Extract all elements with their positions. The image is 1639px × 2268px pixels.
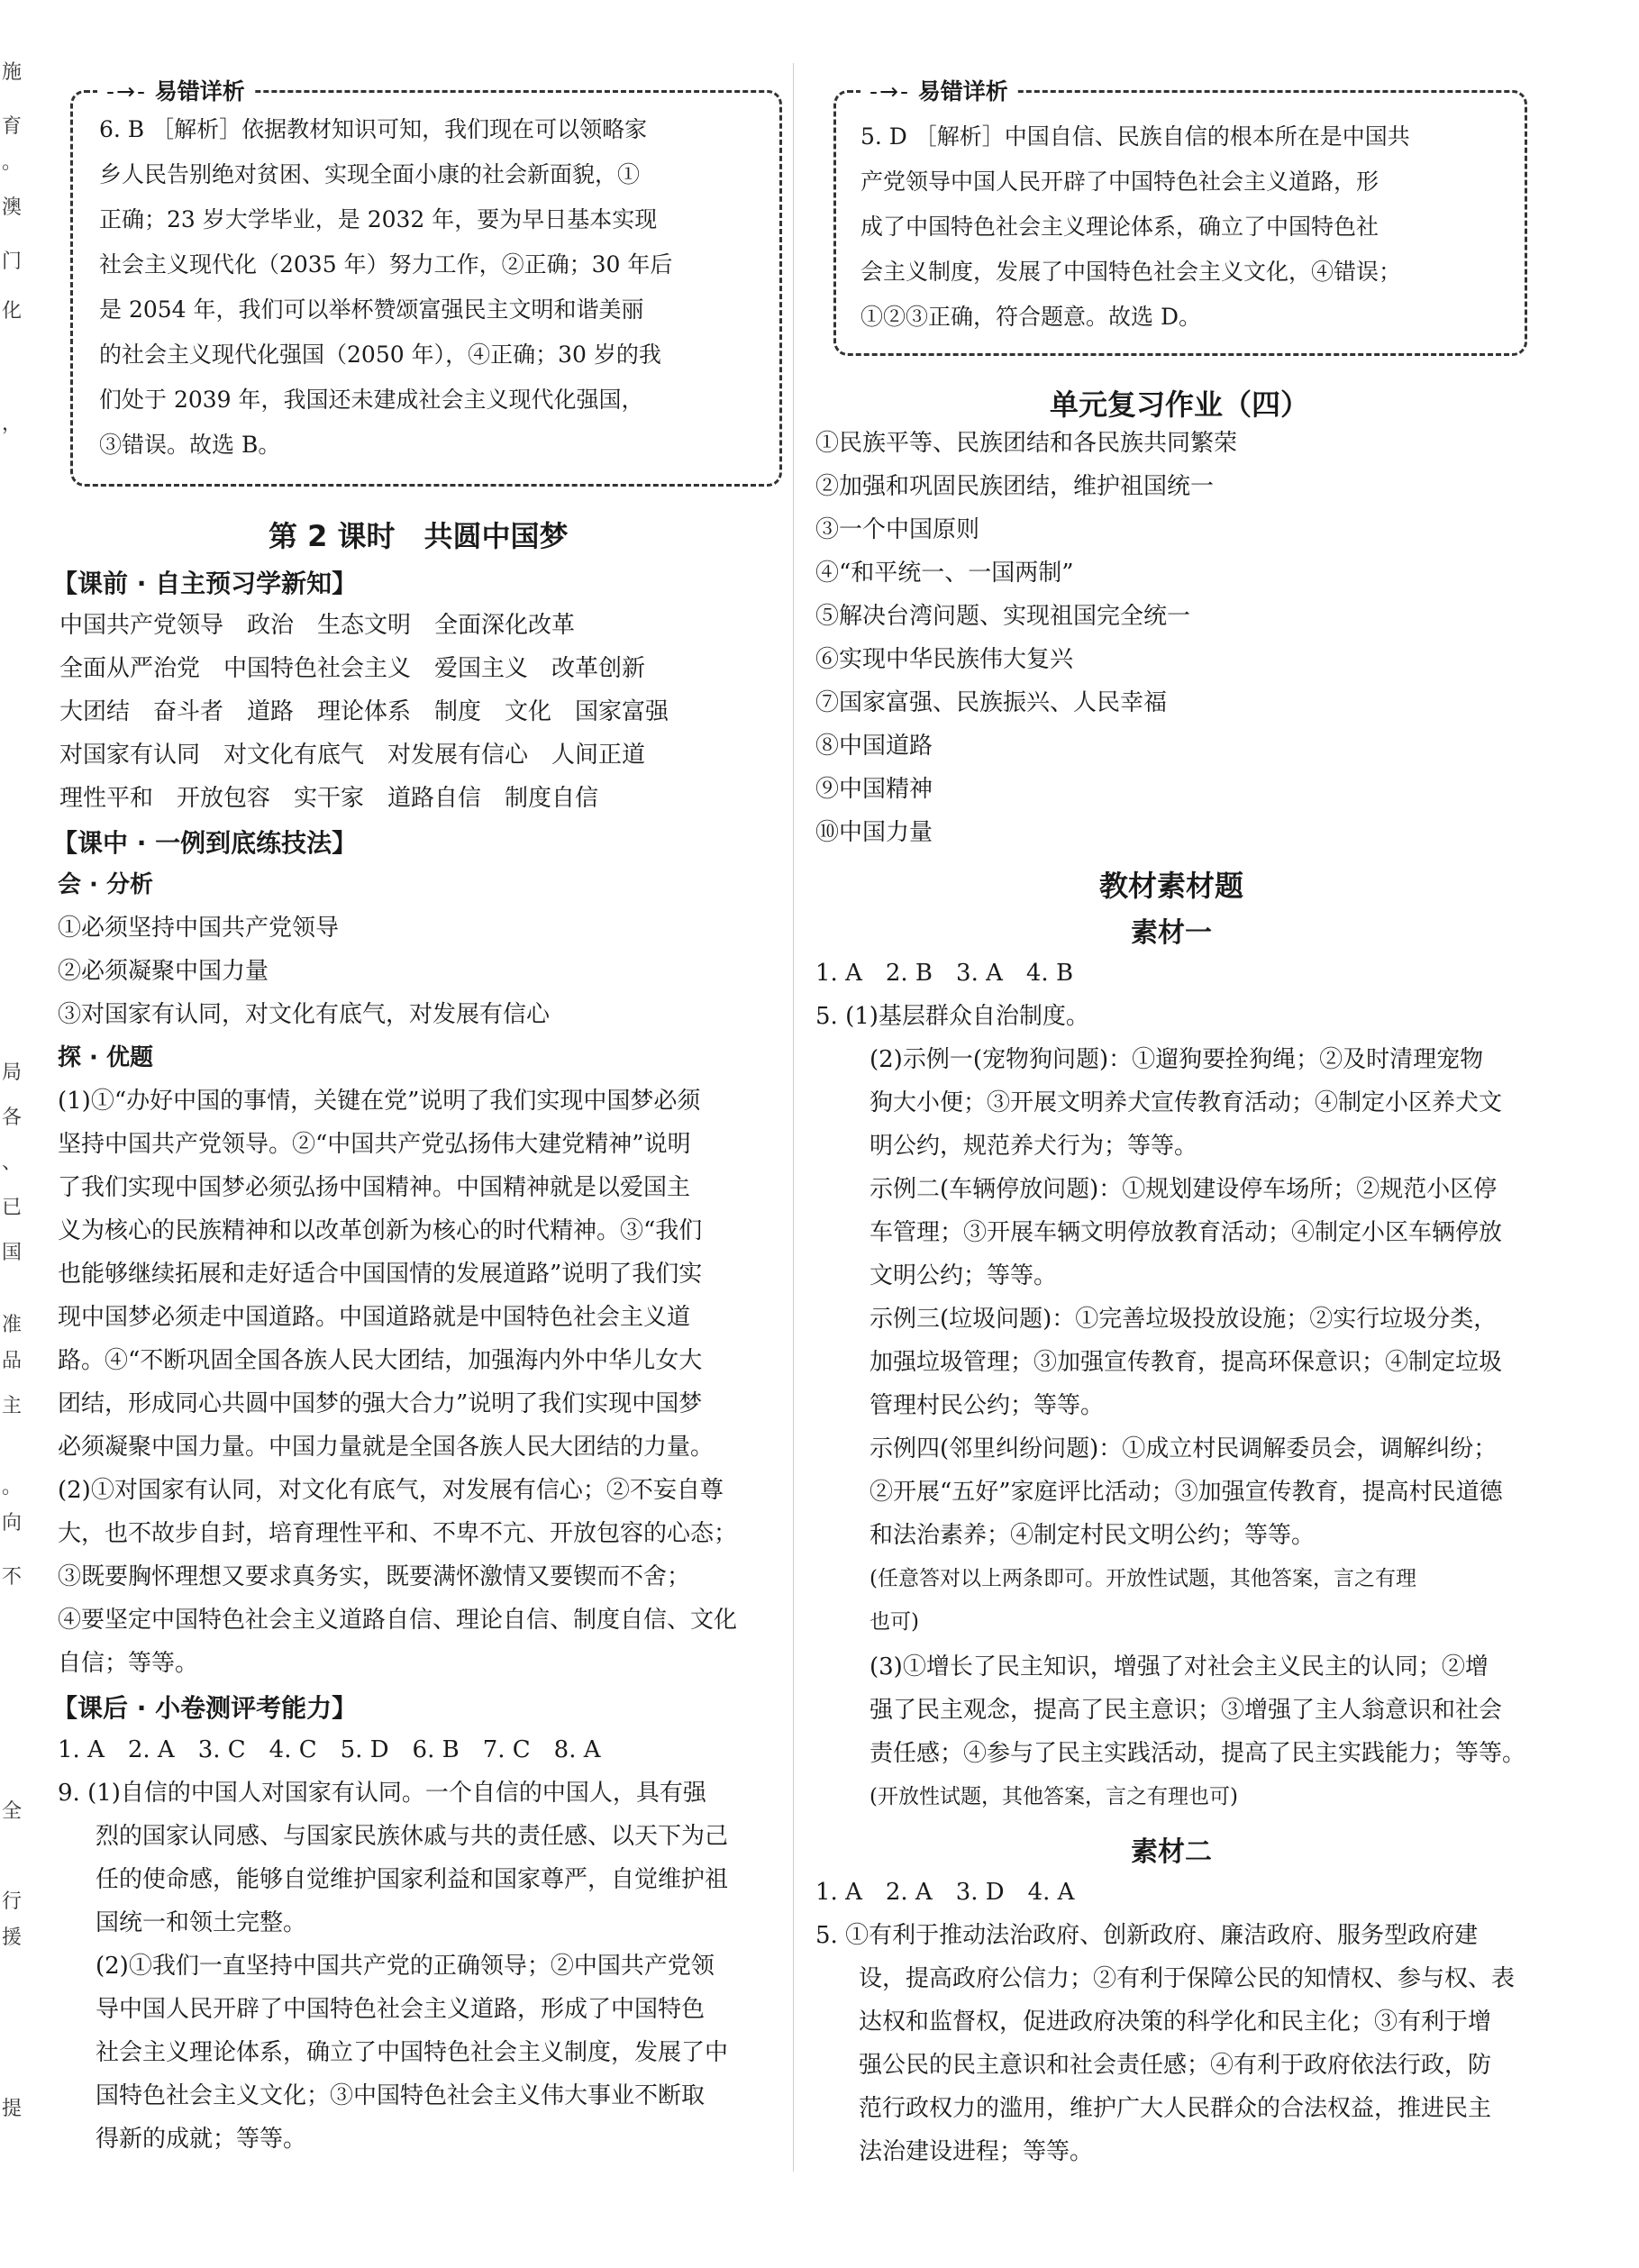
q9-line: (2)①我们一直坚持中国共产党的正确领导；②中国共产党领 [96,1953,715,1980]
error-analysis-label: -→- 易错详析 [860,74,1017,106]
explore-line: 了我们实现中国梦必须弘扬中国精神。中国精神就是以爱国主 [58,1174,691,1201]
margin-fragment: 提 [2,2098,23,2120]
explore-line: ④要坚定中国特色社会主义道路自信、理论自信、制度自信、文化 [58,1607,738,1634]
material-one-q5-line: 示例三(垃圾问题)：①完善垃圾投放设施；②实行垃圾分类， [870,1306,1498,1333]
unit-answer-line: ②加强和巩固民族团结，维护祖国统一 [815,473,1215,500]
unit-answer-line: ⑧中国道路 [815,733,933,760]
error-line: 正确；23 岁大学毕业，是 2032 年，要为早日基本实现 [99,206,658,232]
margin-fragment: 澳 [2,196,23,219]
explore-line: 现中国梦必须走中国道路。中国道路就是中国特色社会主义道 [58,1304,691,1331]
q9-line: 得新的成就；等等。 [96,2126,307,2153]
material-two-q5-line: 5. ①有利于推动法治政府、创新政府、廉洁政府、服务型政府建 [815,1922,1479,1949]
pre-class-line: 理性平和 开放包容 实干家 道路自信 制度自信 [59,785,599,812]
material-title: 教材素材题 [1099,869,1244,903]
q9-line: 任的使命感，能够自觉维护国家利益和国家尊严，自觉维护祖 [96,1866,729,1893]
margin-fragment: 门 [2,250,23,273]
margin-fragment: 各 [2,1107,23,1129]
error-line: ①②③正确，符合题意。故选 D。 [860,304,1201,330]
error-line: 社会主义现代化（2035 年）努力工作，②正确；30 年后 [99,251,673,278]
material-one-q5-line: 示例二(车辆停放问题)：①规划建设停车场所；②规范小区停 [870,1176,1498,1203]
explore-line: (1)①“办好中国的事情，关键在党”说明了我们实现中国梦必须 [58,1088,701,1115]
unit-answer-line: ①民族平等、民族团结和各民族共同繁荣 [815,430,1238,457]
margin-fragment: 品 [2,1350,23,1372]
material-one-q5-line: 狗大小便；③开展文明养犬宣传教育活动；④制定小区养犬文 [870,1089,1503,1116]
q9-line: 国特色社会主义文化；③中国特色社会主义伟大事业不断取 [96,2082,706,2109]
q9-line: 社会主义理论体系，确立了中国特色社会主义制度，发展了中 [96,2039,729,2066]
q9-line: 导中国人民开辟了中国特色社会主义道路，形成了中国特色 [96,1996,706,2023]
material-one-q5-line: 文明公约；等等。 [870,1262,1058,1289]
error-line: 5. D ［解析］中国自信、民族自信的根本所在是中国共 [860,123,1410,150]
material-two-q5-line: 强公民的民主意识和社会责任感；④有利于政府依法行政，防 [859,2052,1492,2079]
material-one-note: (开放性试题，其他答案，言之有理也可) [870,1785,1238,1808]
margin-fragment: 、 [2,1152,23,1174]
material-two-q5-line: 法治建设进程；等等。 [859,2138,1094,2165]
pre-class-line: 中国共产党领导 政治 生态文明 全面深化改革 [59,612,576,639]
material-two-answers: 1. A 2. A 3. D 4. A [815,1879,1075,1906]
margin-fragment: 。 [2,1476,23,1498]
error-line: 会主义制度，发展了中国特色社会主义文化，④错误； [860,259,1402,285]
explore-line: 也能够继续拓展和走好适合中国国情的发展道路”说明了我们实 [58,1261,703,1288]
material-one-q5-line: 强了民主观念，提高了民主意识；③增强了主人翁意识和社会 [870,1697,1503,1724]
explore-line: 坚持中国共产党领导。②“中国共产党弘扬伟大建党精神”说明 [58,1131,691,1158]
analysis-line: ③对国家有认同，对文化有底气，对发展有信心 [58,1001,551,1028]
lesson-title: 第 2 课时 共圆中国梦 [269,519,569,553]
material-two-q5-line: 设，提高政府公信力；②有利于保障公民的知情权、参与权、表 [859,1965,1516,1992]
material-one-q5-line: ②开展“五好”家庭评比活动；③加强宣传教育，提高村民道德 [870,1479,1503,1506]
analysis-line: ②必须凝聚中国力量 [58,958,269,985]
margin-fragment: 准 [2,1314,23,1336]
material-one-q5-line: 加强垃圾管理；③加强宣传教育，提高环保意识；④制定垃圾 [870,1349,1503,1376]
margin-fragment: ， [2,413,23,435]
q9-line: 国统一和领土完整。 [96,1909,307,1936]
label-arrow-icon: -→- [870,78,910,105]
explore-line: 义为核心的民族精神和以改革创新为核心的时代精神。③“我们 [58,1217,703,1244]
explore-line: 必须凝聚中国力量。中国力量就是全国各族人民大团结的力量。 [58,1434,715,1461]
material-two-title: 素材二 [1131,1836,1212,1868]
post-class-answers: 1. A 2. A 3. C 4. C 5. D 6. B 7. C 8. A [58,1736,601,1763]
material-one-q5-line: 责任感；④参与了民主实践活动，提高了民主实践能力；等等。 [870,1740,1526,1767]
margin-fragment: 全 [2,1800,23,1823]
explore-line: ③既要胸怀理想又要求真务实，既要满怀激情又要锲而不舍； [58,1563,691,1590]
pre-class-heading: 【课前 · 自主预习学新知】 [52,569,358,598]
analysis-line: ①必须坚持中国共产党领导 [58,915,340,942]
material-one-title: 素材一 [1131,917,1212,949]
margin-fragment: 。 [2,151,23,174]
error-line: 乡人民告别绝对贫困、实现全面小康的社会新面貌，① [99,161,641,187]
post-class-heading: 【课后 · 小卷测评考能力】 [52,1693,358,1723]
pre-class-line: 大团结 奋斗者 道路 理论体系 制度 文化 国家富强 [59,698,669,725]
explore-line: (2)①对国家有认同，对文化有底气，对发展有信心；②不妄自尊 [58,1477,724,1504]
material-one-q5-line: 管理村民公约；等等。 [870,1392,1105,1419]
unit-answer-line: ⑦国家富强、民族振兴、人民幸福 [815,689,1168,716]
explore-line: 大，也不故步自封，培育理性平和、不卑不亢、开放包容的心态； [58,1520,738,1547]
analysis-heading: 会 · 分析 [58,871,153,898]
label-arrow-icon: -→- [106,78,147,105]
error-line: 6. B ［解析］依据教材知识可知，我们现在可以领略家 [99,116,648,142]
error-line: 们处于 2039 年，我国还未建成社会主义现代化强国， [99,387,644,413]
material-one-note: 也可) [870,1610,919,1634]
explore-line: 路。④“不断巩固全国各族人民大团结，加强海内外中华儿女大 [58,1347,703,1374]
margin-fragment: 主 [2,1395,23,1417]
error-line: 成了中国特色社会主义理论体系，确立了中国特色社 [860,214,1379,240]
material-two-q5-line: 范行政权力的滥用，维护广大人民群众的合法权益，推进民主 [859,2095,1492,2122]
explore-line: 团结，形成同心共圆中国梦的强大合力”说明了我们实现中国梦 [58,1390,703,1417]
material-two-q5-line: 达权和监督权，促进政府决策的科学化和民主化；③有利于增 [859,2008,1492,2036]
unit-answer-line: ⑤解决台湾问题、实现祖国完全统一 [815,603,1191,630]
error-line: 是 2054 年，我们可以举杯赞颂富强民主文明和谐美丽 [99,296,644,323]
margin-fragment: 局 [2,1061,23,1084]
material-one-q5-line: 5. (1)基层群众自治制度。 [815,1003,1089,1030]
error-line: 产党领导中国人民开辟了中国特色社会主义道路，形 [860,169,1379,195]
material-one-q5-line: 和法治素养；④制定村民文明公约；等等。 [870,1522,1316,1549]
margin-fragment: 不 [2,1566,23,1589]
explore-line: 自信；等等。 [58,1650,199,1677]
margin-fragment: 已 [2,1197,23,1219]
material-one-q5-line: (2)示例一(宠物狗问题)：①遛狗要拴狗绳；②及时清理宠物 [870,1046,1484,1073]
error-line: 的社会主义现代化强国（2050 年），④正确；30 岁的我 [99,342,661,368]
error-analysis-box [70,90,782,487]
unit-review-title: 单元复习作业（四） [1050,387,1310,422]
material-one-q5-line: (3)①增长了民主知识，增强了对社会主义民主的认同；②增 [870,1653,1489,1681]
error-line: ③错误。故选 B。 [99,432,281,458]
margin-fragment: 向 [2,1512,23,1535]
margin-fragment: 援 [2,1926,23,1949]
material-one-note: (任意答对以上两条即可。开放性试题，其他答案，言之有理 [870,1567,1416,1590]
material-one-q5-line: 示例四(邻里纠纷问题)：①成立村民调解委员会，调解纠纷； [870,1435,1498,1462]
unit-answer-line: ④“和平统一、一国两制” [815,560,1074,587]
material-one-q5-line: 车管理；③开展车辆文明停放教育活动；④制定小区车辆停放 [870,1219,1503,1246]
margin-fragment: 行 [2,1890,23,1913]
q9-line: 9. (1)自信的中国人对国家有认同。一个自信的中国人，具有强 [58,1780,706,1807]
pre-class-line: 对国家有认同 对文化有底气 对发展有信心 人间正道 [59,742,646,769]
margin-fragment: 化 [2,300,23,323]
error-analysis-label: -→- 易错详析 [97,74,254,106]
column-divider [793,63,794,2172]
margin-fragment: 育 [2,115,23,138]
unit-answer-line: ③一个中国原则 [815,516,980,543]
material-one-q5-line: 明公约，规范养犬行为；等等。 [870,1133,1198,1160]
q9-line: 烈的国家认同感、与国家民族休戚与共的责任感、以天下为己 [96,1823,729,1850]
pre-class-line: 全面从严治党 中国特色社会主义 爱国主义 改革创新 [59,655,646,682]
in-class-heading: 【课中 · 一例到底练技法】 [52,828,358,858]
margin-fragment: 国 [2,1242,23,1264]
unit-answer-line: ⑨中国精神 [815,776,933,803]
material-one-answers: 1. A 2. B 3. A 4. B [815,960,1074,987]
margin-fragments [0,54,23,2217]
unit-answer-line: ⑥实现中华民族伟大复兴 [815,646,1074,673]
unit-answer-line: ⑩中国力量 [815,819,933,846]
explore-heading: 探 · 优题 [58,1044,153,1071]
margin-fragment: 施 [2,61,23,84]
